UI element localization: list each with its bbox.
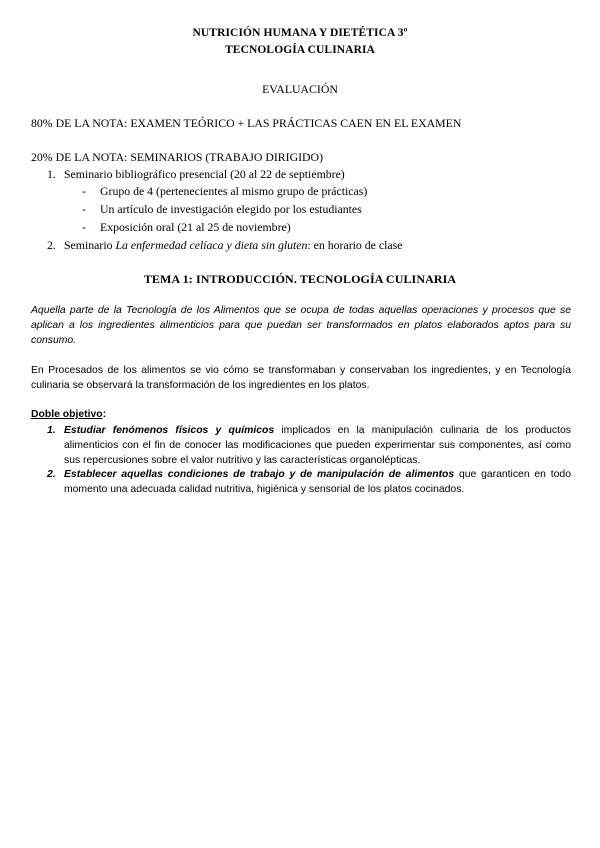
course-title: NUTRICIÓN HUMANA Y DIETÉTICA 3º xyxy=(192,27,408,39)
objective-2-bold: Establecer aquellas condiciones de trabajo y de manipulación de alimentos xyxy=(64,469,455,480)
list-item-seminar-1: Seminario bibliográfico presencial (20 al 22 de septiembre) xyxy=(64,167,345,181)
objective-item-2 xyxy=(64,467,571,497)
seminar-2-suffix: : en horario de clase xyxy=(307,238,403,252)
objective-1-rest: implicados en la manipulación culinaria de los productos alimenticios con el fin de conocer las modificaciones que pueden experimentar sus componentes, así como sus repercusiones sobre el valor nutritivo y las características organolépticas. xyxy=(64,425,571,466)
bullet-dash: - xyxy=(82,184,86,198)
objective-item-1 xyxy=(64,423,571,468)
list-number: 1. xyxy=(47,167,56,181)
sub-item: Grupo de 4 (pertenecientes al mismo grupo de prácticas) xyxy=(100,184,368,198)
objective-label xyxy=(31,409,106,420)
sub-item: Exposición oral (21 al 25 de noviembre) xyxy=(100,220,291,234)
objective-label-text: Doble objetivo xyxy=(31,409,103,420)
objective-1-bold: Estudiar fenómenos físicos y químicos xyxy=(64,425,275,436)
definition-paragraph: Aquella parte de la Tecnología de los Alimentos que se ocupa de todas aquellas operaciones y procesos que se aplican a los ingredientes alimenticios para que puedan ser transformados en platos elaborados aptos para su consumo. xyxy=(31,305,571,346)
objective-number: 2. xyxy=(47,469,56,480)
seminar-2-prefix: Seminario xyxy=(64,238,116,252)
bullet-dash: - xyxy=(82,220,86,234)
objective-2-rest: que garanticen en todo momento una adecuada calidad nutritiva, higiénica y sensorial de los platos cocinados. xyxy=(64,469,571,495)
evaluation-heading: EVALUACIÓN xyxy=(262,82,338,96)
intro-paragraph: En Procesados de los alimentos se vio cómo se transformaban y conservaban los ingredientes, y en Tecnología culinaria se observará la transformación de los ingredientes en los platos. xyxy=(31,365,571,391)
objective-number: 1. xyxy=(47,425,56,436)
seminars-weight-line: 20% DE LA NOTA: SEMINARIOS (TRABAJO DIRIGIDO) xyxy=(31,150,323,164)
objective-label-colon: : xyxy=(102,409,107,420)
bullet-dash: - xyxy=(82,202,86,216)
subject-title: TECNOLOGÍA CULINARIA xyxy=(225,44,375,56)
topic-heading: TEMA 1: INTRODUCCIÓN. TECNOLOGÍA CULINARIA xyxy=(143,272,457,286)
exam-weight-line: 80% DE LA NOTA: EXAMEN TEÓRICO + LAS PRÁCTICAS CAEN EN EL EXAMEN xyxy=(31,116,462,130)
list-number: 2. xyxy=(47,238,56,252)
list-item-seminar-2 xyxy=(64,238,402,253)
seminar-2-topic: La enfermedad celíaca y dieta sin gluten xyxy=(115,238,308,252)
sub-item: Un artículo de investigación elegido por los estudiantes xyxy=(100,202,362,216)
